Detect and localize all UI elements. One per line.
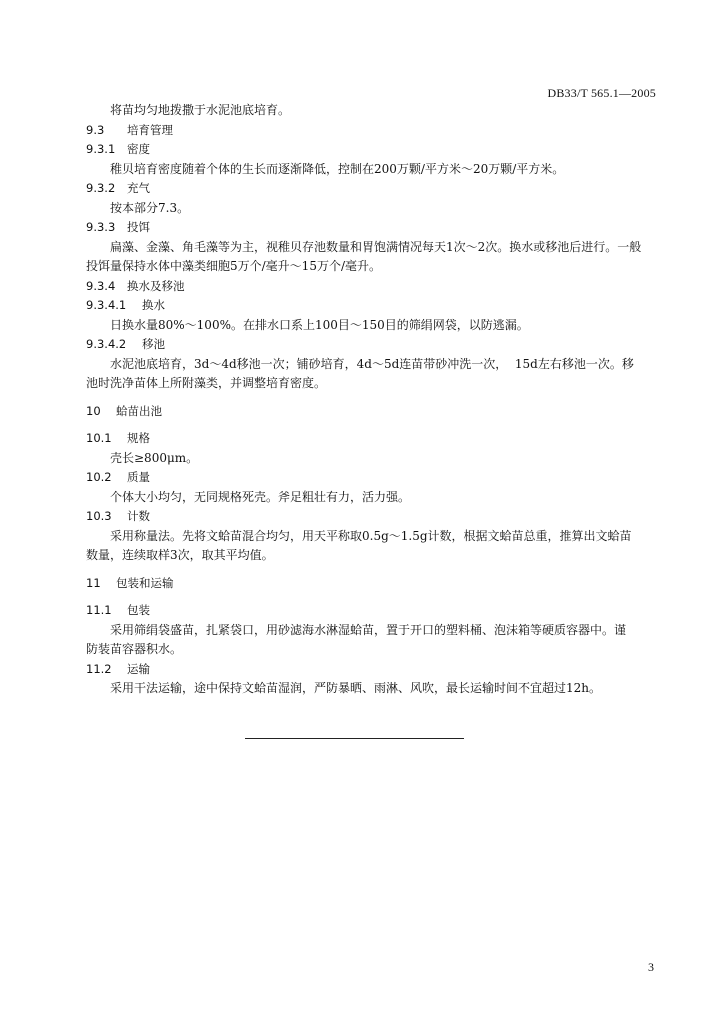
section-number: 9.3.2 bbox=[86, 181, 116, 195]
section-11-1-heading bbox=[86, 601, 656, 621]
page-number: 3 bbox=[648, 960, 654, 974]
section-title: 换水及移池 bbox=[127, 278, 185, 293]
section-9-3-4-1-heading bbox=[86, 296, 656, 316]
section-11-2-heading bbox=[86, 660, 656, 680]
section-number: 10.2 bbox=[86, 470, 112, 484]
section-title: 培育管理 bbox=[127, 122, 173, 137]
section-9-3-heading bbox=[86, 121, 656, 141]
section-11-2-text: 采用干法运输，途中保持文蛤苗湿润，严防暴晒、雨淋、风吹，最长运输时间不宜超过12h。 bbox=[110, 681, 602, 695]
section-number: 10.3 bbox=[86, 509, 112, 523]
section-title: 换水 bbox=[142, 298, 165, 312]
intro-paragraph: 将苗均匀地拨撒于水泥池底培育。 bbox=[110, 103, 291, 117]
section-10-3-text-line1: 采用称量法。先将文蛤苗混合均匀，用天平称取0.5g～1.5g计数，根据文蛤苗总重，推算出文蛤苗 bbox=[110, 528, 632, 543]
document-code-header: DB33/T 565.1—2005 bbox=[547, 86, 656, 100]
section-9-3-2-heading bbox=[86, 179, 656, 199]
section-title: 密度 bbox=[127, 142, 150, 156]
section-9-3-4-1-text: 日换水量80%～100%。在排水口系上100目～150目的筛绢网袋，以防逃漏。 bbox=[110, 317, 529, 332]
section-title: 运输 bbox=[127, 661, 150, 676]
section-number: 9.3.1 bbox=[86, 142, 116, 156]
section-title: 包装 bbox=[127, 603, 150, 617]
section-title: 蛤苗出池 bbox=[116, 403, 162, 418]
section-number: 9.3.4.1 bbox=[86, 298, 127, 312]
section-9-3-2-text: 按本部分7.3。 bbox=[110, 200, 190, 215]
section-number: 11.1 bbox=[86, 603, 112, 617]
section-9-3-1-text: 稚贝培育密度随着个体的生长而逐渐降低，控制在200万颗/平方米～20万颗/平方米。 bbox=[110, 161, 565, 176]
section-10-1-heading bbox=[86, 429, 656, 449]
section-number: 10.1 bbox=[86, 431, 112, 445]
section-title: 充气 bbox=[127, 181, 150, 195]
section-9-3-4-2-text-line2: 池时洗净苗体上所附藻类，并调整培育密度。 bbox=[86, 376, 327, 390]
section-10-3-text-line2: 数量，连续取样3次，取其平均值。 bbox=[86, 548, 274, 562]
section-10-1-text: 壳长≥800μm。 bbox=[110, 450, 199, 465]
section-title: 包装和运输 bbox=[116, 575, 174, 590]
end-of-standard-rule bbox=[245, 738, 464, 739]
section-9-3-3-heading bbox=[86, 218, 656, 238]
section-11-heading bbox=[86, 574, 656, 594]
section-number: 9.3.4.2 bbox=[86, 337, 127, 351]
section-9-3-4-2-heading bbox=[86, 335, 656, 355]
section-number: 9.3.4 bbox=[86, 278, 116, 293]
document-body bbox=[86, 101, 656, 699]
section-9-3-3-text-line2: 投饵量保持水体中藻类细胞5万个/毫升～15万个/毫升。 bbox=[86, 259, 381, 273]
section-10-2-heading bbox=[86, 468, 656, 488]
section-11-1-text-line1: 采用筛绢袋盛苗，扎紧袋口，用砂滤海水淋湿蛤苗，置于开口的塑料桶、泡沫箱等硬质容器中。谨 bbox=[110, 622, 627, 637]
section-title: 投饵 bbox=[127, 220, 150, 234]
section-10-heading bbox=[86, 402, 656, 422]
section-title: 规格 bbox=[127, 431, 150, 445]
section-10-2-text: 个体大小均匀，无同规格死壳。斧足粗壮有力，活力强。 bbox=[110, 489, 411, 504]
section-number: 11 bbox=[86, 575, 101, 590]
section-9-3-1-heading bbox=[86, 140, 656, 160]
section-title: 移池 bbox=[142, 337, 165, 351]
section-number: 10 bbox=[86, 403, 101, 418]
section-title: 质量 bbox=[127, 470, 150, 484]
section-number: 9.3.3 bbox=[86, 220, 116, 234]
section-9-3-4-heading bbox=[86, 277, 656, 297]
section-9-3-4-2-text-line1: 水泥池底培育，3d～4d移池一次；铺砂培育，4d～5d连苗带砂冲洗一次， 15d左右移池一次。移 bbox=[110, 356, 634, 371]
section-10-3-heading bbox=[86, 507, 656, 527]
section-number: 11.2 bbox=[86, 661, 112, 676]
section-9-3-3-text-line1: 扁藻、金藻、角毛藻等为主，视稚贝存池数量和胃饱满情况每天1次～2次。换水或移池后进行。一般 bbox=[110, 239, 642, 254]
section-number: 9.3 bbox=[86, 122, 105, 137]
section-title: 计数 bbox=[127, 509, 150, 523]
section-11-1-text-line2: 防装苗容器积水。 bbox=[86, 642, 183, 656]
